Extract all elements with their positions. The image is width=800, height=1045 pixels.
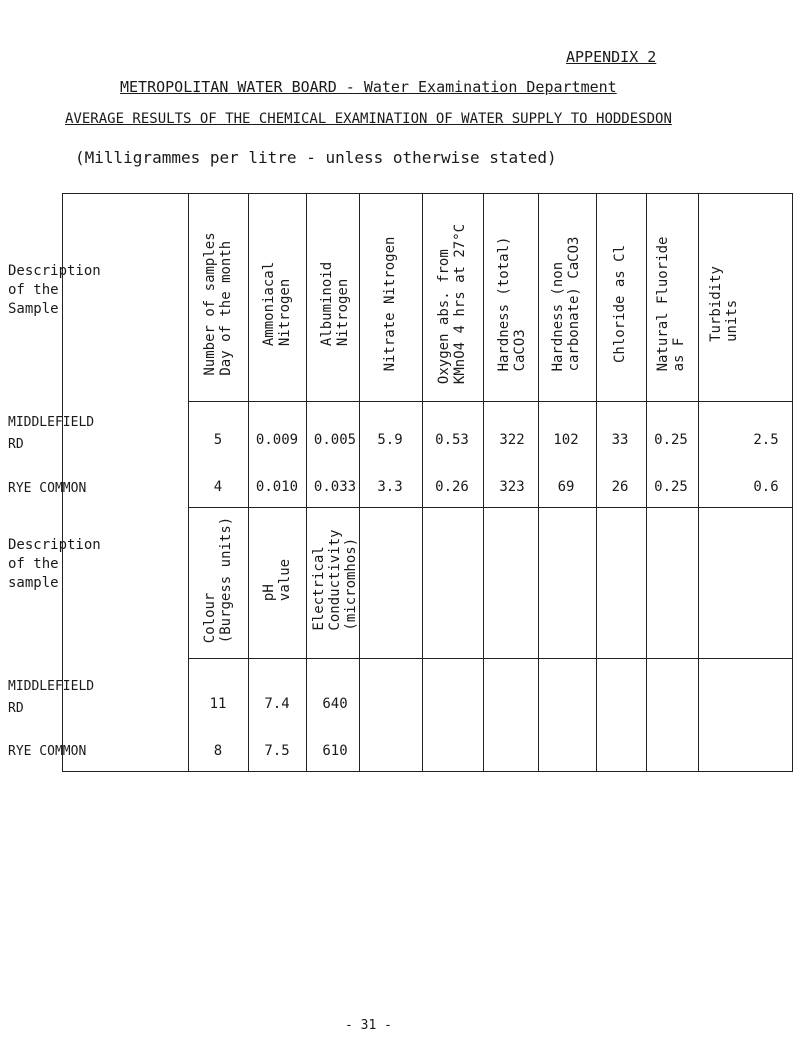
table1-cell: 0.25: [654, 432, 688, 448]
table1-cell: 3.3: [377, 479, 403, 495]
header-rule: [188, 658, 792, 659]
table1-cell: 69: [557, 479, 575, 495]
table1-cell: 323: [499, 479, 525, 495]
table1-cell: 5.9: [377, 432, 403, 448]
page-number: - 31 -: [345, 1018, 392, 1033]
col-header-colour: Colour (Burgess units): [202, 516, 234, 644]
table1-row-label: MIDDLEFIELD RD: [8, 415, 95, 452]
table2-cell: 7.4: [264, 696, 290, 712]
col-divider: [538, 194, 539, 771]
table1-cell: 0.033: [313, 479, 357, 495]
table1-cell: 0.25: [654, 479, 688, 495]
col-divider: [188, 194, 189, 771]
table1-cell: 0.26: [435, 479, 469, 495]
units-note: (Milligrammes per litre - unless otherwise stated): [75, 148, 557, 167]
col-divider: [698, 194, 699, 771]
col-divider: [596, 194, 597, 771]
table2-row-label: MIDDLEFIELD RD: [8, 679, 95, 716]
col-header-hardness-total: Hardness (total) CaCO3: [496, 236, 528, 372]
col-header-fluoride: Natural Fluoride as F: [655, 236, 687, 372]
table1-description-header: Description of the Sample: [8, 263, 101, 317]
header-rule: [188, 401, 792, 402]
col-divider: [359, 194, 360, 771]
col-divider: [646, 194, 647, 771]
table2-cell: 640: [322, 696, 348, 712]
table2-cell: 11: [209, 696, 227, 712]
table1-cell: 26: [611, 479, 629, 495]
col-header-ph: pH value: [261, 558, 293, 602]
report-title: AVERAGE RESULTS OF THE CHEMICAL EXAMINATION OF WATER SUPPLY TO HODDESDON: [65, 111, 672, 127]
col-divider: [248, 194, 249, 771]
table2-description-header: Description of the sample: [8, 537, 101, 591]
table1-row-label: RYE COMMON: [8, 481, 87, 496]
table2-row-label: RYE COMMON: [8, 744, 87, 759]
table1-cell: 322: [499, 432, 525, 448]
col-header-nitrate-nitrogen: Nitrate Nitrogen: [382, 236, 398, 372]
table1-cell: 0.53: [435, 432, 469, 448]
table2-cell: 8: [213, 743, 223, 759]
table1-cell: 102: [553, 432, 579, 448]
table1-cell: 0.010: [255, 479, 299, 495]
col-header-conductivity: Electrical Conductivity (micromhos): [311, 529, 359, 631]
table1-cell: 33: [611, 432, 629, 448]
table1-cell: 4: [213, 479, 223, 495]
col-divider: [483, 194, 484, 771]
col-header-hardness-non-carbonate: Hardness (non carbonate) CaCO3: [550, 236, 582, 372]
col-header-samples: Number of samples Day of the month: [202, 232, 234, 376]
table1-cell: 0.6: [753, 479, 779, 495]
table1-cell: 2.5: [753, 432, 779, 448]
col-divider: [422, 194, 423, 771]
table2-cell: 610: [322, 743, 348, 759]
col-header-ammoniacal-nitrogen: Ammoniacal Nitrogen: [261, 261, 293, 347]
organisation-heading: METROPOLITAN WATER BOARD - Water Examination Department: [120, 78, 617, 96]
appendix-label: APPENDIX 2: [566, 48, 657, 66]
table1-cell: 0.009: [255, 432, 299, 448]
table2-cell: 7.5: [264, 743, 290, 759]
table1-cell: 5: [213, 432, 223, 448]
section-rule: [188, 507, 792, 508]
col-header-chloride: Chloride as Cl: [612, 244, 628, 364]
table1-cell: 0.005: [313, 432, 357, 448]
col-divider: [306, 194, 307, 771]
col-header-albuminoid-nitrogen: Albuminoid Nitrogen: [319, 261, 351, 347]
col-header-turbidity: Turbidity units: [708, 266, 740, 342]
col-header-oxygen-absorbed: Oxygen abs. from KMnO4 4 hrs at 27°C: [436, 223, 468, 385]
